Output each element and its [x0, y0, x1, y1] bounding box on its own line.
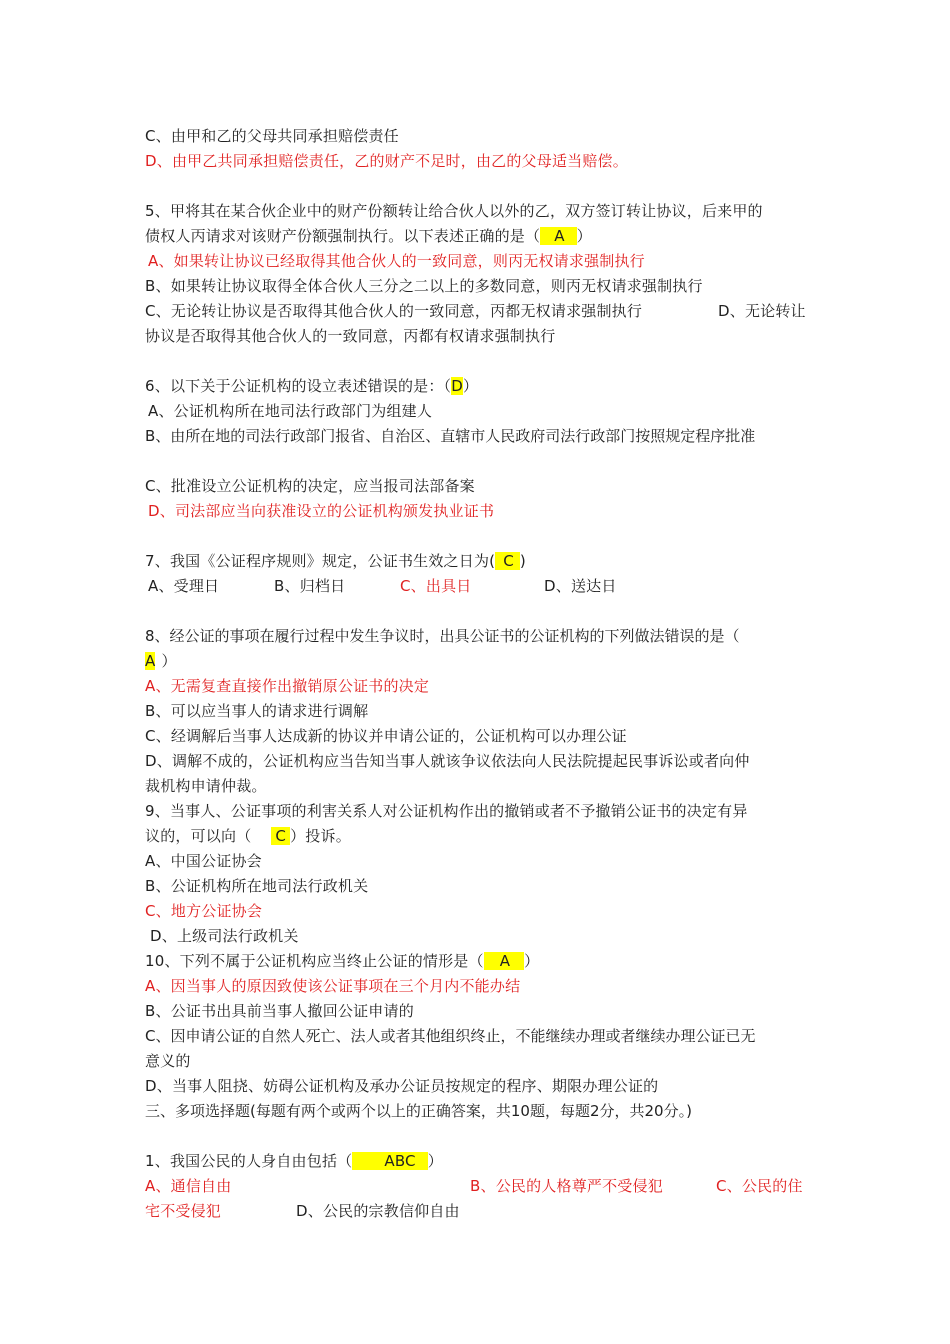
- q8-answer-line: [145, 651, 177, 671]
- q6-option-d: D、司法部应当向获准设立的公证机构颁发执业证书: [148, 502, 495, 520]
- q9-answer: C: [271, 827, 290, 845]
- q10-close: ）: [524, 952, 540, 970]
- q5-stem-line1: 5、甲将其在某合伙企业中的财产份额转让给合伙人以外的乙，双方签订转让协议，后来甲的: [145, 202, 763, 220]
- m1-option-a: A、通信自由: [145, 1177, 232, 1195]
- q10-option-d: D、当事人阻挠、妨碍公证机构及承办公证员按规定的程序、期限办理公证的: [145, 1077, 659, 1095]
- q7-option-b: B、归档日: [274, 577, 346, 595]
- q9-option-b: B、公证机构所在地司法行政机关: [145, 877, 369, 895]
- q7-option-a: A、受理日: [148, 577, 220, 595]
- q7-answer: C: [495, 552, 520, 570]
- m1-option-b: B、公民的人格尊严不受侵犯: [470, 1177, 663, 1195]
- q5-option-a: A、如果转让协议已经取得其他合伙人的一致同意，则丙无权请求强制执行: [148, 252, 645, 270]
- section3-title: 三、多项选择题(每题有两个或两个以上的正确答案，共10题，每题2分，共20分。): [145, 1102, 692, 1120]
- q5-close: ）: [576, 227, 592, 245]
- q9-close: ）投诉。: [290, 827, 351, 845]
- q9-option-a: A、中国公证协会: [145, 852, 262, 870]
- q4-option-c: C、由甲和乙的父母共同承担赔偿责任: [145, 127, 399, 145]
- q7-stem: [145, 551, 526, 571]
- q7-option-c: C、出具日: [400, 577, 472, 595]
- q5-option-c: C、无论转让协议是否取得其他合伙人的一致同意，丙都无权请求强制执行: [145, 302, 643, 320]
- q8-close: ）: [161, 652, 177, 670]
- m1-stem: [145, 1151, 443, 1171]
- q4-option-d: D、由甲乙共同承担赔偿责任，乙的财产不足时，由乙的父母适当赔偿。: [145, 152, 628, 170]
- q10-answer: A: [484, 952, 524, 970]
- q8-answer: A: [145, 652, 156, 670]
- q8-option-b: B、可以应当事人的请求进行调解: [145, 702, 369, 720]
- q6-stem: [145, 376, 478, 396]
- q9-option-d: D、上级司法行政机关: [150, 927, 299, 945]
- q8-stem: 8、经公证的事项在履行过程中发生争议时，出具公证书的公证机构的下列做法错误的是（: [145, 627, 740, 645]
- q7-stem-text: 7、我国《公证程序规则》规定，公证书生效之日为(: [145, 552, 496, 570]
- q10-option-c-line2: 意义的: [145, 1052, 191, 1070]
- q10-stem: [145, 951, 539, 971]
- q7-option-d: D、送达日: [544, 577, 617, 595]
- m1-option-c-end: 宅不受侵犯: [145, 1202, 222, 1220]
- q9-option-c: C、地方公证协会: [145, 902, 263, 920]
- q5-option-d-end: 协议是否取得其他合伙人的一致同意，丙都有权请求强制执行: [145, 327, 556, 345]
- q6-close: ）: [463, 377, 479, 395]
- q10-stem-text: 10、下列不属于公证机构应当终止公证的情形是（: [145, 952, 484, 970]
- q5-option-d-start: D、无论转让: [718, 302, 806, 320]
- m1-answer: ABC: [352, 1152, 427, 1170]
- q6-option-a: A、公证机构所在地司法行政部门为组建人: [148, 402, 433, 420]
- q5-option-b: B、如果转让协议取得全体合伙人三分之二以上的多数同意，则丙无权请求强制执行: [145, 277, 703, 295]
- m1-stem-text: 1、我国公民的人身自由包括（: [145, 1152, 353, 1170]
- q8-option-d-line2: 裁机构申请仲裁。: [145, 777, 267, 795]
- q5-stem-line2: [145, 226, 592, 246]
- q10-option-a: A、因当事人的原因致使该公证事项在三个月内不能办结: [145, 977, 521, 995]
- q9-stem-line1: 9、当事人、公证事项的利害关系人对公证机构作出的撤销或者不予撤销公证书的决定有异: [145, 802, 748, 820]
- q6-option-c: C、批准设立公证机构的决定，应当报司法部备案: [145, 477, 475, 495]
- q9-stem-line2: [145, 826, 351, 846]
- m1-option-d: D、公民的宗教信仰自由: [296, 1202, 460, 1220]
- q7-close: ): [519, 552, 526, 570]
- q5-answer: A: [540, 227, 576, 245]
- q8-option-d-line1: D、调解不成的，公证机构应当告知当事人就该争议依法向人民法院提起民事诉讼或者向仲: [145, 752, 750, 770]
- q8-option-a: A、无需复查直接作出撤销原公证书的决定: [145, 677, 430, 695]
- q6-answer: D: [451, 377, 464, 395]
- m1-close: ）: [427, 1152, 443, 1170]
- q6-stem-text: 6、以下关于公证机构的设立表述错误的是：（: [145, 377, 452, 395]
- q5-stem-text: 债权人丙请求对该财产份额强制执行。以下表述正确的是（: [145, 227, 541, 245]
- q6-option-b: B、由所在地的司法行政部门报省、自治区、直辖市人民政府司法行政部门按照规定程序批准: [145, 427, 756, 445]
- q10-option-c-line1: C、因申请公证的自然人死亡、法人或者其他组织终止，不能继续办理或者继续办理公证已无: [145, 1027, 756, 1045]
- q10-option-b: B、公证书出具前当事人撤回公证申请的: [145, 1002, 414, 1020]
- m1-option-c-start: C、公民的住: [716, 1177, 803, 1195]
- q8-option-c: C、经调解后当事人达成新的协议并申请公证的，公证机构可以办理公证: [145, 727, 627, 745]
- q9-stem-text: 议的，可以向（: [145, 827, 252, 845]
